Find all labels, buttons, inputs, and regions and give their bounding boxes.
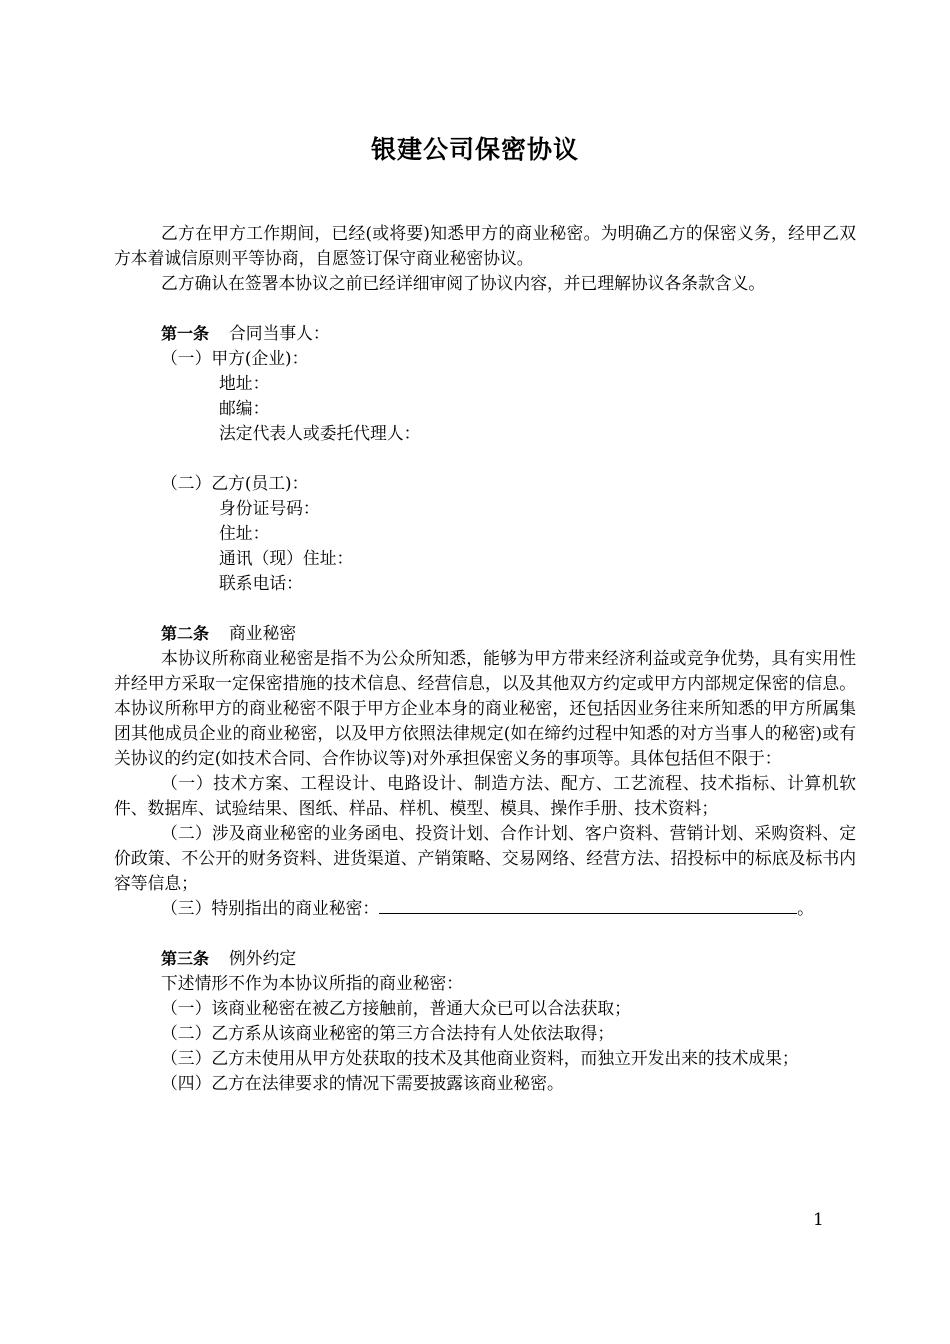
- party-b-field: 联系电话：: [219, 573, 303, 593]
- fill-in-blank-line: [379, 897, 797, 914]
- article-item: （一）技术方案、工程设计、电路设计、制造方法、配方、工艺流程、技术指标、计算机软件、数据库、试验结果、图纸、样品、样机、模型、模具、操作手册、技术资料；: [114, 773, 856, 818]
- article-item: （四）乙方在法律要求的情况下需要披露该商业秘密。: [161, 1073, 564, 1093]
- article-item: （二）涉及商业秘密的业务函电、投资计划、合作计划、客户资料、营销计划、采购资料、定价政策、不公开的财务资料、进货渠道、产销策略、交易网络、经营方法、招投标中的标底及标书内容等信息；: [114, 823, 856, 893]
- page-number: 1: [813, 1210, 824, 1230]
- party-b-label: （二）乙方(员工)：: [161, 473, 309, 493]
- article-paragraph: 下述情形不作为本协议所指的商业秘密：: [161, 973, 464, 993]
- article-heading: [114, 946, 856, 971]
- article-title: 例外约定: [229, 948, 297, 968]
- article-paragraph: 本协议所称商业秘密是指不为公众所知悉，能够为甲方带来经济利益或竞争优势，具有实用性并经甲方采取一定保密措施的技术信息、经营信息，以及其他双方约定或甲方内部规定保密的信息。本协议所称甲方的商业秘密不限于甲方企业本身的商业秘密，还包括因业务往来所知悉的甲方所属集团其他成员企业的商业秘密，以及甲方依照法律规定(如在缔约过程中知悉的对方当事人的秘密)或有关协议的约定(如技术合同、合作协议等)对外承担保密义务的事项等。具体包括但不限于：: [114, 648, 856, 768]
- article-item: （一）该商业秘密在被乙方接触前，普通大众已可以合法获取；: [161, 998, 631, 1018]
- intro-paragraph: 乙方确认在签署本协议之前已经详细审阅了协议内容，并已理解协议各条款含义。: [161, 273, 766, 293]
- article-item: （二）乙方系从该商业秘密的第三方合法持有人处依法取得；: [161, 1023, 615, 1043]
- article-heading: [114, 321, 856, 346]
- party-b-field: 通讯（现）住址：: [219, 548, 354, 568]
- article-number: 第二条: [161, 624, 210, 643]
- party-a-field: 地址：: [219, 373, 270, 393]
- item-end-punct: 。: [797, 898, 814, 918]
- article-title: 合同当事人：: [229, 323, 330, 343]
- document-body: [114, 221, 856, 1096]
- document-title: 银建公司保密协议: [370, 135, 579, 164]
- party-a-field: 法定代表人或委托代理人：: [219, 423, 421, 443]
- party-a-label: （一）甲方(企业)：: [161, 348, 309, 368]
- article-number: 第三条: [161, 949, 210, 968]
- intro-paragraph: 乙方在甲方工作期间，已经(或将要)知悉甲方的商业秘密。为明确乙方的保密义务，经甲乙双方本着诚信原则平等协商，自愿签订保守商业秘密协议。: [114, 223, 856, 268]
- party-a-field: 邮编：: [219, 398, 270, 418]
- article-title: 商业秘密: [229, 623, 297, 643]
- party-b-field: 住址：: [219, 523, 270, 543]
- article-item: （三）乙方未使用从甲方处获取的技术及其他商业资料，而独立开发出来的技术成果；: [161, 1048, 799, 1068]
- party-b-field: 身份证号码：: [219, 498, 320, 518]
- article-heading: [114, 621, 856, 646]
- article-number: 第一条: [161, 324, 210, 343]
- item-label: （三）特别指出的商业秘密：: [161, 898, 380, 918]
- article-item-blank: [114, 896, 856, 921]
